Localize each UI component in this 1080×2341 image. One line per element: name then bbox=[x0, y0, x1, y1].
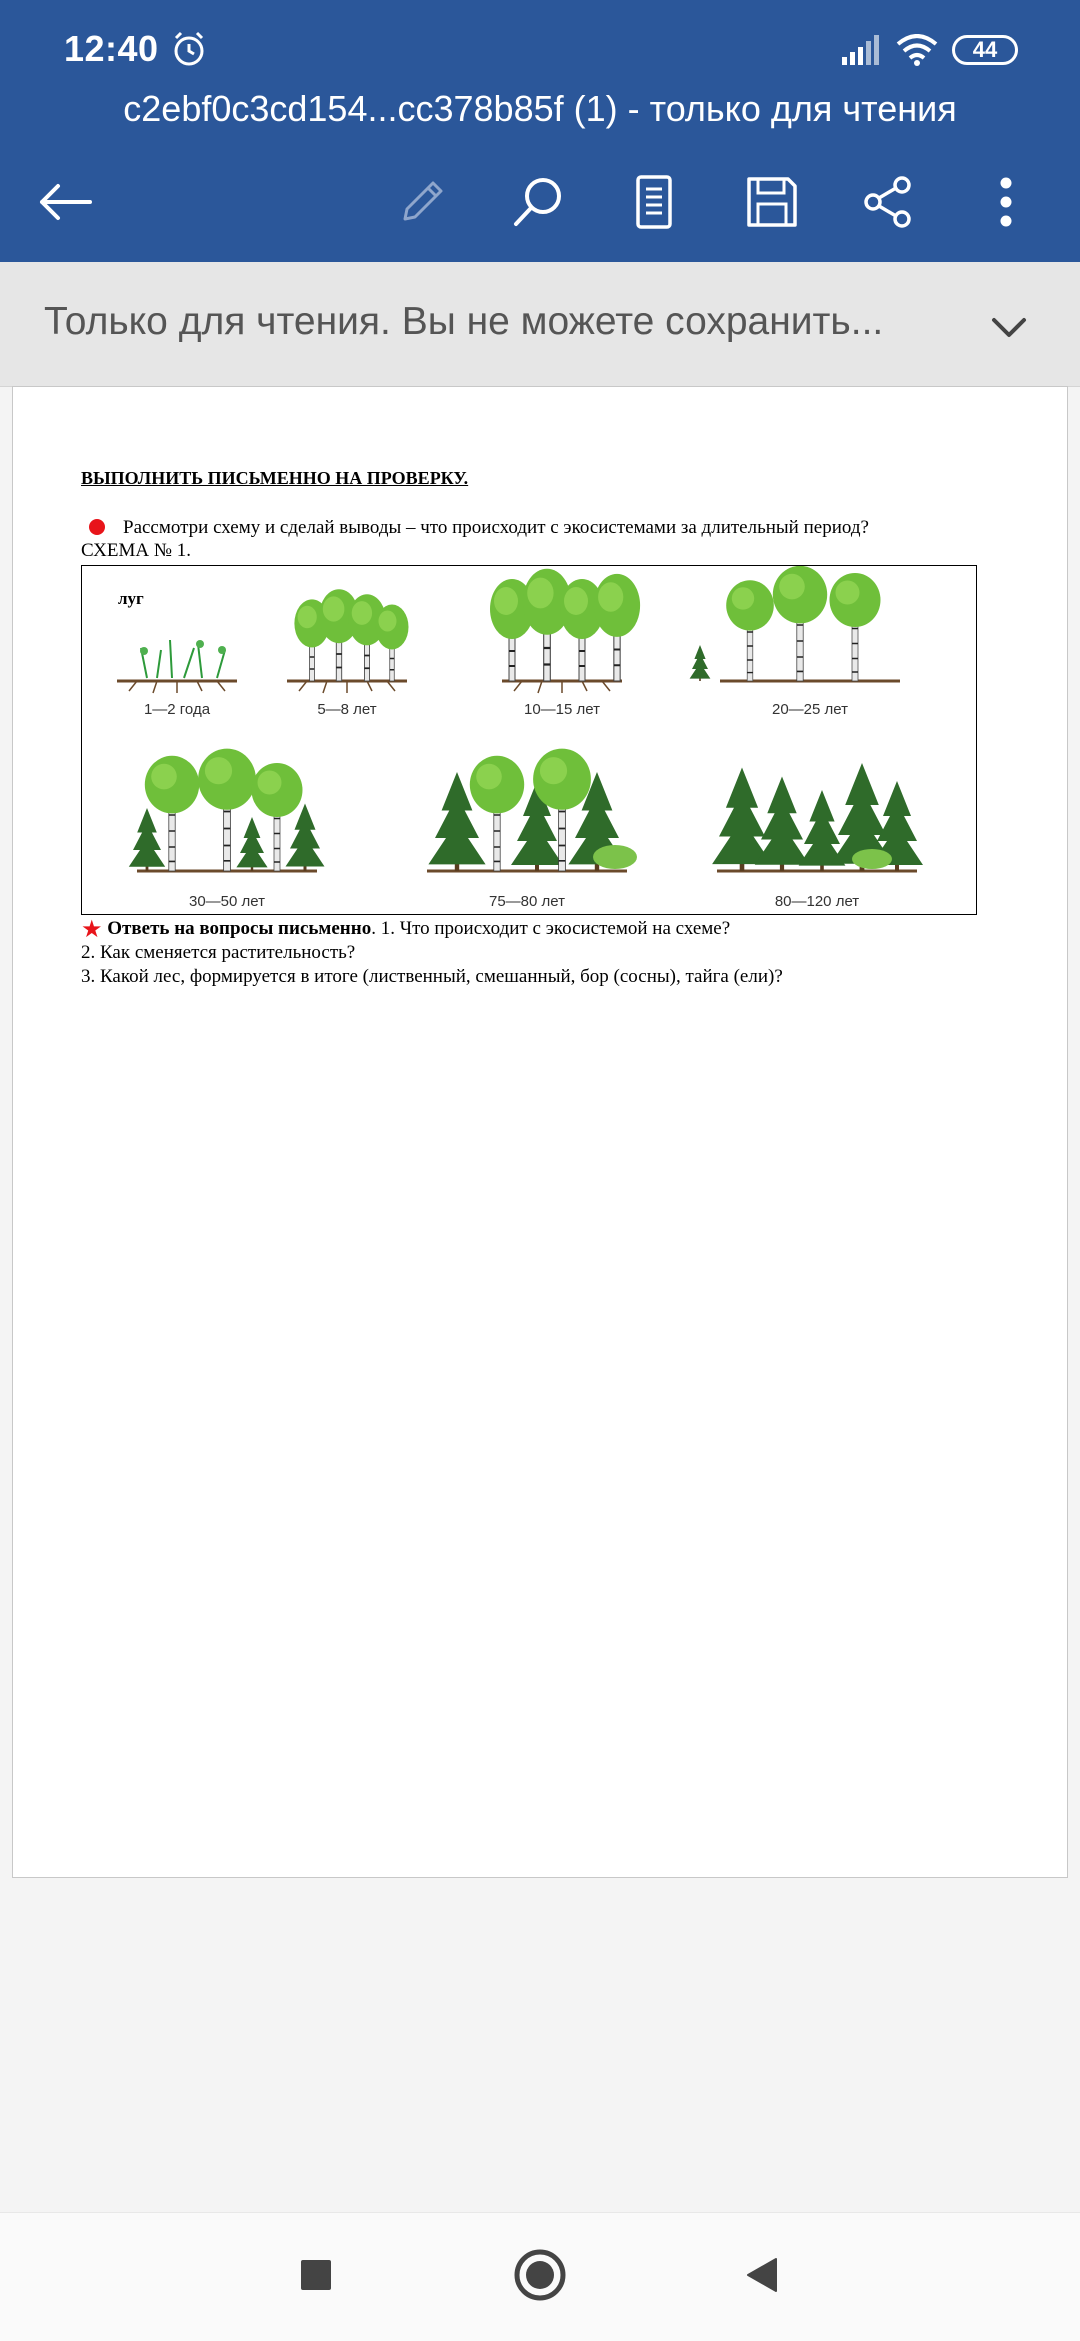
share-icon bbox=[862, 175, 914, 229]
search-icon bbox=[510, 174, 566, 230]
chevron-down-icon[interactable] bbox=[988, 306, 1030, 348]
stage-label: 1—2 года bbox=[143, 701, 211, 718]
battery-indicator bbox=[952, 35, 1018, 65]
stage-label: 75—80 лет bbox=[488, 893, 566, 910]
red-star-icon: ★ bbox=[81, 917, 103, 943]
succession-illustration bbox=[82, 566, 976, 914]
pencil-icon bbox=[395, 175, 449, 229]
stage-label: 20—25 лет bbox=[771, 701, 849, 718]
search-button[interactable] bbox=[496, 160, 580, 244]
recents-button[interactable] bbox=[286, 2245, 346, 2305]
readonly-banner-text: Только для чтения. Вы не можете сохранить... bbox=[44, 300, 884, 343]
more-vertical-icon bbox=[999, 176, 1013, 228]
save-icon bbox=[746, 176, 798, 228]
document-title: c2ebf0c3cd154...cc378b85f (1) - только для чтения bbox=[123, 88, 957, 129]
meadow-label: луг bbox=[118, 589, 144, 608]
edit-button[interactable] bbox=[380, 160, 464, 244]
document-content bbox=[81, 467, 1021, 988]
square-icon bbox=[299, 2258, 333, 2292]
red-bullet-icon bbox=[89, 519, 105, 535]
back-nav-button[interactable] bbox=[732, 2245, 792, 2305]
circle-home-icon bbox=[513, 2248, 567, 2302]
document-page[interactable] bbox=[12, 386, 1068, 1878]
question-3: 3. Какой лес, формируется в итоге (лиственный, смешанный, бор (сосны), тайга (ели)? bbox=[81, 965, 783, 987]
instruction-text: Рассмотри схему и сделай выводы – что происходит с экосистемами за длительный период? bbox=[123, 516, 869, 538]
status-time: 12:40 bbox=[64, 28, 159, 69]
stage-label: 80—120 лет bbox=[774, 893, 860, 910]
triangle-back-icon bbox=[742, 2255, 782, 2295]
status-bar bbox=[0, 0, 1080, 96]
mobile-view-icon bbox=[634, 175, 674, 229]
questions-block bbox=[81, 917, 1021, 988]
app-top-bar bbox=[0, 0, 1080, 262]
question-2: 2. Как сменяется растительность? bbox=[81, 941, 356, 963]
question-line-1 bbox=[81, 917, 1021, 941]
signal-icon bbox=[842, 35, 882, 65]
toolbar bbox=[0, 160, 1080, 260]
wifi-icon bbox=[896, 34, 938, 66]
succession-figure bbox=[81, 565, 977, 915]
system-nav-bar bbox=[0, 2212, 1080, 2341]
battery-level: 44 bbox=[972, 37, 998, 62]
reading-view-button[interactable] bbox=[612, 160, 696, 244]
home-button[interactable] bbox=[510, 2245, 570, 2305]
more-options-button[interactable] bbox=[964, 160, 1048, 244]
question-1: . 1. Что происходит с экосистемой на схеме? bbox=[371, 918, 731, 939]
schema-title: СХЕМА № 1. bbox=[81, 540, 192, 562]
stage-label: 10—15 лет bbox=[523, 701, 601, 718]
alarm-icon bbox=[170, 30, 208, 68]
stage-label: 30—50 лет bbox=[188, 893, 266, 910]
instruction-paragraph bbox=[81, 516, 1021, 540]
readonly-banner[interactable] bbox=[0, 262, 1080, 387]
share-button[interactable] bbox=[846, 160, 930, 244]
document-heading: ВЫПОЛНИТЬ ПИСЬМЕННО НА ПРОВЕРКУ. bbox=[81, 468, 469, 488]
stage-label: 5—8 лет bbox=[317, 701, 377, 718]
back-button[interactable] bbox=[22, 160, 106, 244]
save-button[interactable] bbox=[730, 160, 814, 244]
arrow-left-icon bbox=[36, 182, 92, 222]
answer-instruction: Ответь на вопросы письменно bbox=[107, 918, 372, 939]
